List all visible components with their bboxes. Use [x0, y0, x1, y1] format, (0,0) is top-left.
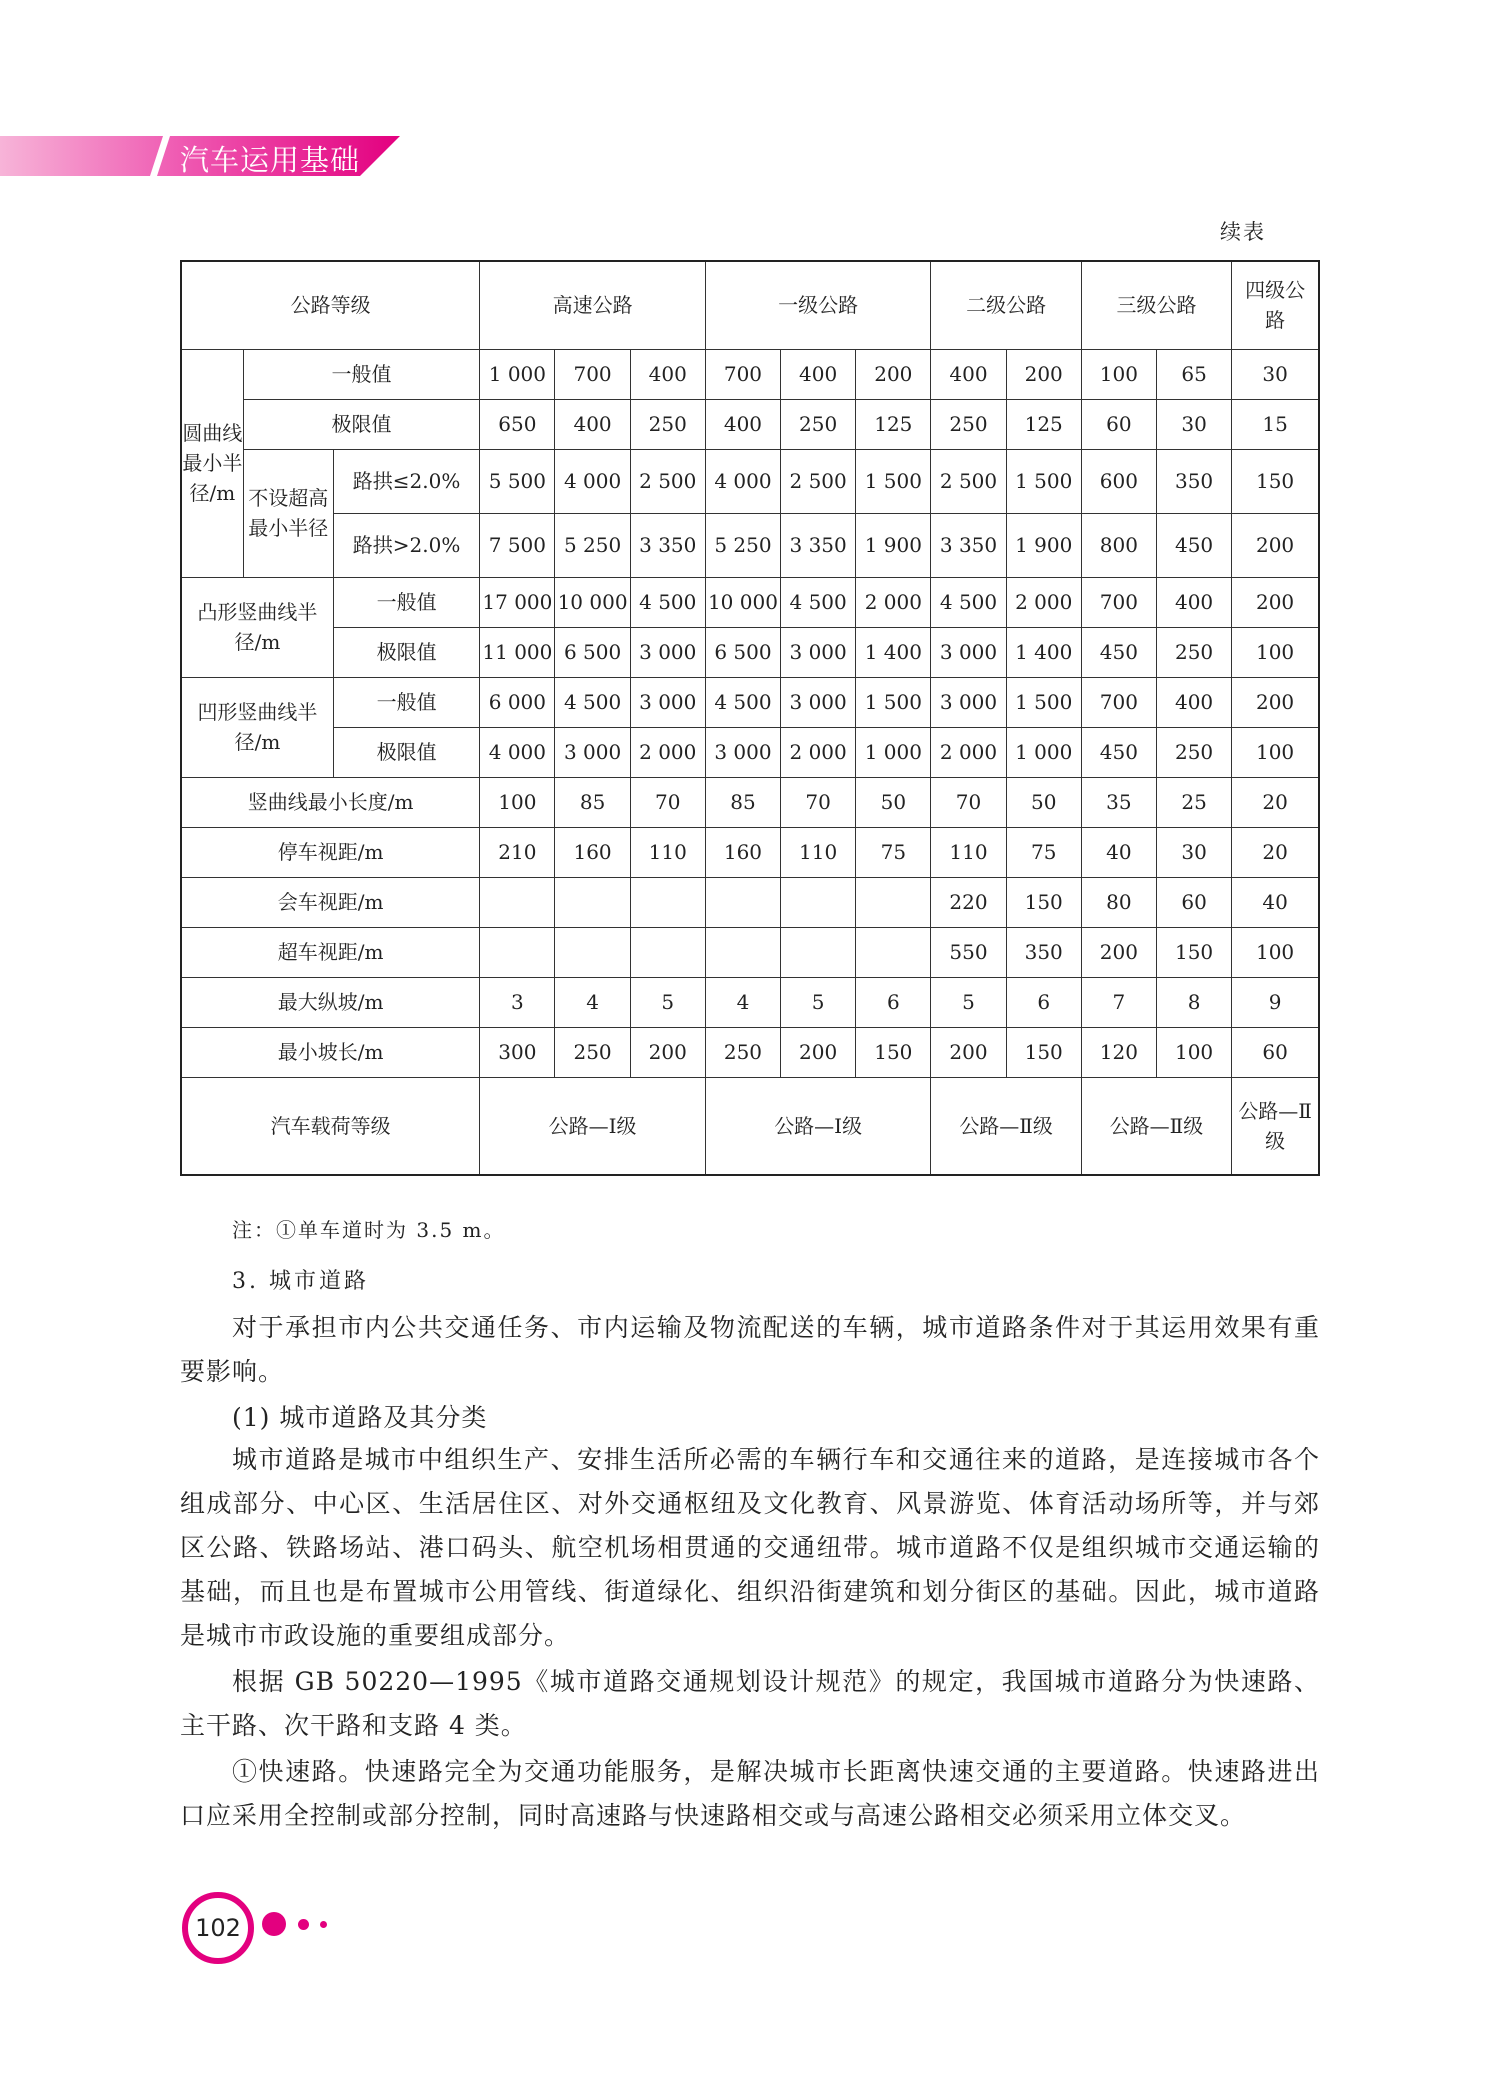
table-cell: 4 500: [630, 577, 705, 627]
table-cell: [781, 927, 856, 977]
table-cell: 100: [1232, 727, 1319, 777]
row-label: 最小坡长/m: [181, 1027, 480, 1077]
table-note: 注：①单车道时为 3.5 m。: [232, 1218, 506, 1242]
table-cell: 700: [1081, 677, 1156, 727]
table-cell: 100: [480, 777, 555, 827]
table-cell: 160: [705, 827, 780, 877]
table-cell: [705, 877, 780, 927]
table-cell: 1 000: [1006, 727, 1081, 777]
table-cell: 150: [1156, 927, 1231, 977]
table-cell: [630, 927, 705, 977]
table-cell: 5: [630, 977, 705, 1027]
table-cell: 4 000: [555, 449, 630, 513]
table-cell: 1 000: [480, 349, 555, 399]
table-row: [181, 1027, 1319, 1077]
table-cell: 2 000: [1006, 577, 1081, 627]
table-cell: [856, 927, 931, 977]
no-superelevation-label: 不设超高最小半径: [243, 449, 333, 577]
table-cell: 200: [1232, 677, 1319, 727]
table-cell: 200: [1006, 349, 1081, 399]
row-label: 一般值: [333, 677, 479, 727]
table-cell: [630, 877, 705, 927]
table-cell: 400: [931, 349, 1006, 399]
row-label: 汽车载荷等级: [181, 1077, 480, 1175]
table-row: [181, 977, 1319, 1027]
table-cell: 400: [630, 349, 705, 399]
table-cell: 25: [1156, 777, 1231, 827]
table-cell: 70: [630, 777, 705, 827]
table-cell: 1 400: [856, 627, 931, 677]
table-cell: 4 000: [480, 727, 555, 777]
table-cell: 3 000: [931, 627, 1006, 677]
page-number: 102: [195, 1914, 241, 1942]
table-cell: 250: [630, 399, 705, 449]
table-cell: 160: [555, 827, 630, 877]
table-row: [181, 1077, 1319, 1175]
paragraph-3: 根据 GB 50220—1995《城市道路交通规划设计规范》的规定，我国城市道路分为快速路、主干路、次干路和支路 4 类。: [180, 1667, 1320, 1740]
table-row: [181, 577, 1319, 627]
row-label: 极限值: [333, 627, 479, 677]
table-cell: 50: [856, 777, 931, 827]
table-row: [181, 449, 1319, 513]
table-cell: 30: [1156, 827, 1231, 877]
row-label: 停车视距/m: [181, 827, 480, 877]
table-cell: 200: [1081, 927, 1156, 977]
book-title: 汽车运用基础: [180, 143, 361, 177]
table-cell: 15: [1232, 399, 1319, 449]
table-cell: [555, 877, 630, 927]
dot-small: [320, 1921, 327, 1928]
table-cell: 350: [1156, 449, 1231, 513]
table-cell: 75: [856, 827, 931, 877]
table-header-row: [181, 261, 1319, 349]
row-label: 一般值: [333, 577, 479, 627]
table-cell: 3 000: [630, 677, 705, 727]
table-cell: 1 900: [1006, 513, 1081, 577]
convex-curve-label: 凸形竖曲线半径/m: [181, 577, 333, 677]
table-cell: 2 000: [931, 727, 1006, 777]
table-cell: 3 000: [781, 677, 856, 727]
table-cell: 200: [931, 1027, 1006, 1077]
table-cell: 700: [1081, 577, 1156, 627]
table-cell: 125: [856, 399, 931, 449]
table-cell: 6 500: [705, 627, 780, 677]
table-cell: 85: [555, 777, 630, 827]
table-row: [181, 627, 1319, 677]
table-cell: 1 500: [1006, 677, 1081, 727]
table-cell: 40: [1232, 877, 1319, 927]
table-cell: 200: [1232, 513, 1319, 577]
row-label: 一般值: [243, 349, 480, 399]
table-cell: 1 500: [1006, 449, 1081, 513]
table-cell: 400: [1156, 677, 1231, 727]
section-heading: 3. 城市道路: [232, 1269, 369, 1294]
table-cell: 10 000: [705, 577, 780, 627]
table-cell: 2 500: [630, 449, 705, 513]
table-cell: 2 000: [781, 727, 856, 777]
row-label: 竖曲线最小长度/m: [181, 777, 480, 827]
table-cell: 150: [856, 1027, 931, 1077]
table-cell: 110: [781, 827, 856, 877]
table-cell: 公路—Ⅱ级: [1081, 1077, 1231, 1175]
table-cell: 6 500: [555, 627, 630, 677]
table-cell: 150: [1006, 877, 1081, 927]
table-cell: 3 350: [931, 513, 1006, 577]
table-cell: 2 500: [781, 449, 856, 513]
table-cell: 450: [1081, 727, 1156, 777]
table-cell: 5: [781, 977, 856, 1027]
table-cell: 50: [1006, 777, 1081, 827]
table-cell: 220: [931, 877, 1006, 927]
table-cell: 110: [630, 827, 705, 877]
row-label: 路拱≤2.0%: [333, 449, 479, 513]
table-cell: 30: [1156, 399, 1231, 449]
header-grade: 公路等级: [181, 261, 480, 349]
table-cell: 5 250: [705, 513, 780, 577]
table-cell: 4: [705, 977, 780, 1027]
table-cell: 65: [1156, 349, 1231, 399]
header-class3: 三级公路: [1081, 261, 1231, 349]
table-cell: 200: [630, 1027, 705, 1077]
table-cell: 2 500: [931, 449, 1006, 513]
row-label: 极限值: [243, 399, 480, 449]
table-cell: 200: [856, 349, 931, 399]
table-cell: 600: [1081, 449, 1156, 513]
table-cell: 125: [1006, 399, 1081, 449]
table-row: [181, 727, 1319, 777]
table-cell: 1 500: [856, 677, 931, 727]
table-cell: 250: [705, 1027, 780, 1077]
table-cell: 2 000: [856, 577, 931, 627]
table-row: [181, 677, 1319, 727]
table-cell: 20: [1232, 777, 1319, 827]
table-cell: 3 350: [781, 513, 856, 577]
table-cell: 210: [480, 827, 555, 877]
table-cell: 200: [1232, 577, 1319, 627]
table-cell: 3 000: [781, 627, 856, 677]
table-cell: 250: [781, 399, 856, 449]
table-cell: 3 000: [555, 727, 630, 777]
table-cell: 60: [1232, 1027, 1319, 1077]
row-label: 最大纵坡/m: [181, 977, 480, 1027]
table-cell: 6 000: [480, 677, 555, 727]
header-class1: 一级公路: [705, 261, 931, 349]
table-cell: 7: [1081, 977, 1156, 1027]
table-cell: 1 400: [1006, 627, 1081, 677]
table-cell: 70: [931, 777, 1006, 827]
table-cell: 60: [1081, 399, 1156, 449]
table-cell: 110: [931, 827, 1006, 877]
table-cell: 100: [1081, 349, 1156, 399]
table-cell: 40: [1081, 827, 1156, 877]
table-cell: 7 500: [480, 513, 555, 577]
table-cell: 4 000: [705, 449, 780, 513]
table-row: [181, 513, 1319, 577]
table-cell: 450: [1081, 627, 1156, 677]
table-row: [181, 349, 1319, 399]
table-cell: 4 500: [705, 677, 780, 727]
table-cell: 800: [1081, 513, 1156, 577]
row-label: 超车视距/m: [181, 927, 480, 977]
table-cell: 公路—Ⅰ级: [480, 1077, 706, 1175]
table-cell: [555, 927, 630, 977]
paragraph-2: 城市道路是城市中组织生产、安排生活所必需的车辆行车和交通往来的道路，是连接城市各个组成部分、中心区、生活居住区、对外交通枢纽及文化教育、风景游览、体育活动场所等，并与郊区公路、铁路场站、港口码头、航空机场相贯通的交通纽带。城市道路不仅是组织城市交通运输的基础，而且也是布置城市公用管线、街道绿化、组织沿街建筑和划分街区的基础。因此，城市道路是城市市政设施的重要组成部分。: [180, 1445, 1320, 1650]
table-cell: 公路—Ⅱ级: [931, 1077, 1081, 1175]
table-cell: [856, 877, 931, 927]
table-cell: 3 000: [630, 627, 705, 677]
table-row: [181, 399, 1319, 449]
table-cell: 400: [555, 399, 630, 449]
table-row: [181, 927, 1319, 977]
row-label: 会车视距/m: [181, 877, 480, 927]
paragraph-1: 对于承担市内公共交通任务、市内运输及物流配送的车辆，城市道路条件对于其运用效果有重要影响。: [180, 1313, 1320, 1386]
table-cell: 100: [1232, 927, 1319, 977]
table-cell: 公路—Ⅰ级: [705, 1077, 931, 1175]
table-cell: 200: [781, 1027, 856, 1077]
subheading-1: (1) 城市道路及其分类: [232, 1403, 488, 1432]
table-cell: 3 000: [705, 727, 780, 777]
table-row: [181, 827, 1319, 877]
table-cell: 250: [555, 1027, 630, 1077]
table-cell: 550: [931, 927, 1006, 977]
table-cell: [480, 927, 555, 977]
row-label: 路拱>2.0%: [333, 513, 479, 577]
road-spec-table: [180, 260, 1320, 1176]
table-cell: 250: [1156, 627, 1231, 677]
table-cell: 11 000: [480, 627, 555, 677]
table-cell: 2 000: [630, 727, 705, 777]
table-cell: 80: [1081, 877, 1156, 927]
table-cell: 8: [1156, 977, 1231, 1027]
table-cell: 650: [480, 399, 555, 449]
table-cell: 450: [1156, 513, 1231, 577]
table-cell: 1 000: [856, 727, 931, 777]
table-cell: 150: [1006, 1027, 1081, 1077]
table-cell: 5 500: [480, 449, 555, 513]
concave-curve-label: 凹形竖曲线半径/m: [181, 677, 333, 777]
table-cell: 250: [931, 399, 1006, 449]
table-continued-label: 续表: [1220, 220, 1266, 244]
table-cell: 5 250: [555, 513, 630, 577]
row-label: 极限值: [333, 727, 479, 777]
table-cell: 150: [1232, 449, 1319, 513]
table-cell: 公路—Ⅱ级: [1232, 1077, 1319, 1175]
table-cell: 10 000: [555, 577, 630, 627]
table-cell: 350: [1006, 927, 1081, 977]
table-cell: 6: [856, 977, 931, 1027]
table-cell: 20: [1232, 827, 1319, 877]
table-cell: [705, 927, 780, 977]
table-cell: 120: [1081, 1027, 1156, 1077]
header-class4: 四级公路: [1232, 261, 1319, 349]
table-cell: 100: [1156, 1027, 1231, 1077]
paragraph-4: ①快速路。快速路完全为交通功能服务，是解决城市长距离快速交通的主要道路。快速路进出口应采用全控制或部分控制，同时高速路与快速路相交或与高速公路相交必须采用立体交叉。: [180, 1757, 1320, 1830]
table-row: [181, 777, 1319, 827]
table-cell: 35: [1081, 777, 1156, 827]
table-cell: [480, 877, 555, 927]
table-cell: 1 900: [856, 513, 931, 577]
table-cell: 700: [555, 349, 630, 399]
table-cell: 3: [480, 977, 555, 1027]
table-cell: 60: [1156, 877, 1231, 927]
curve-radius-label: 圆曲线最小半径/m: [181, 349, 243, 577]
table-cell: 85: [705, 777, 780, 827]
dot-medium: [298, 1919, 309, 1930]
table-cell: 4 500: [781, 577, 856, 627]
table-cell: 400: [781, 349, 856, 399]
table-row: [181, 877, 1319, 927]
table-cell: 700: [705, 349, 780, 399]
table-cell: 6: [1006, 977, 1081, 1027]
table-cell: 5: [931, 977, 1006, 1027]
table-cell: [781, 877, 856, 927]
table-cell: 1 500: [856, 449, 931, 513]
dot-large: [262, 1912, 286, 1936]
table-cell: 4 500: [555, 677, 630, 727]
table-cell: 75: [1006, 827, 1081, 877]
table-cell: 30: [1232, 349, 1319, 399]
table-cell: 400: [705, 399, 780, 449]
page-number-badge: [182, 1892, 254, 1964]
header-class2: 二级公路: [931, 261, 1081, 349]
table-cell: 3 000: [931, 677, 1006, 727]
table-cell: 17 000: [480, 577, 555, 627]
table-cell: 4 500: [931, 577, 1006, 627]
table-cell: 4: [555, 977, 630, 1027]
table-cell: 300: [480, 1027, 555, 1077]
table-cell: 9: [1232, 977, 1319, 1027]
table-cell: 3 350: [630, 513, 705, 577]
table-cell: 100: [1232, 627, 1319, 677]
table-cell: 70: [781, 777, 856, 827]
table-cell: 250: [1156, 727, 1231, 777]
header-expressway: 高速公路: [480, 261, 706, 349]
table-cell: 400: [1156, 577, 1231, 627]
